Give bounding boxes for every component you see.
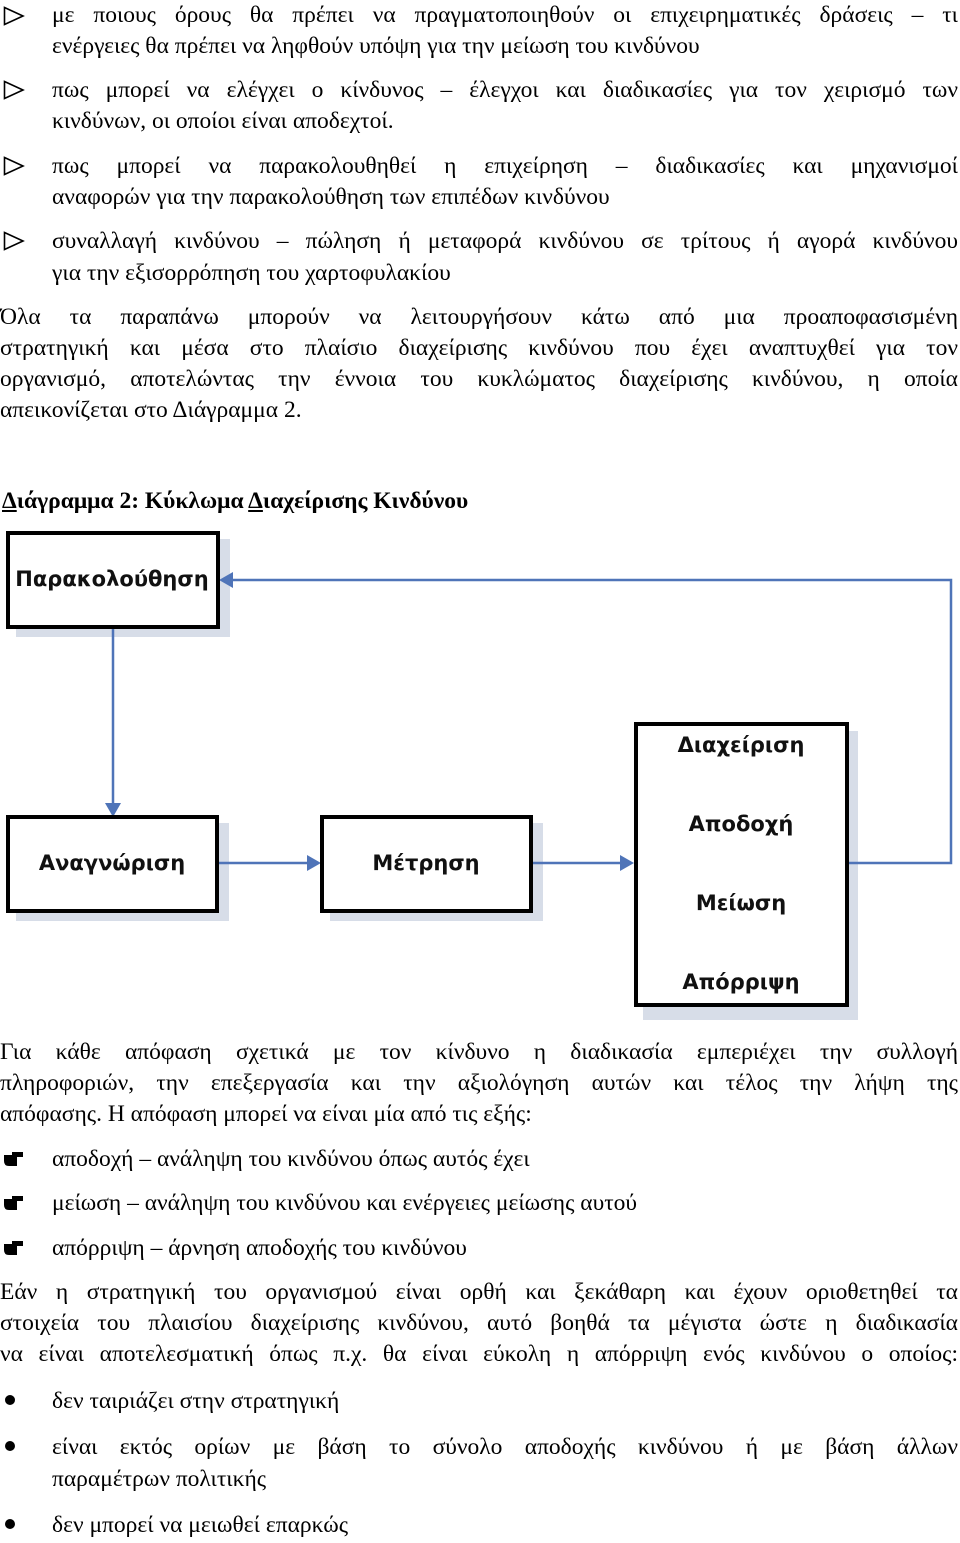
triangle-bullet-icon [3,6,25,26]
list-item-line: είναι εκτός ορίων με βάση το σύνολο αποδοχής κινδύνου ή με βάση άλλων [52,1434,958,1460]
diagram-title [2,486,468,516]
paragraph-line: οργανισμό, αποτελώντας την έννοια του κυκλώματος διαχείρισης κινδύνου, η οποία [0,366,958,392]
box-monitoring [8,533,218,627]
paragraph-line: Όλα τα παραπάνω μπορούν να λειτουργήσουν κάτω από μια προαποφασισμένη [0,304,958,330]
list-item-line: για την εξισορρόπηση του χαρτοφυλακίου [52,260,451,286]
paragraph-line: στοιχεία του πλαισίου διαχείρισης κινδύνου, αυτό βοηθά τα μέγιστα ώστε η διαδικασία [0,1310,958,1336]
box-rejection-label: Απόρριψη [682,970,800,994]
paragraph-line: απεικονίζεται στο Διάγραμμα 2. [0,397,302,423]
triangle-bullet-icon [3,80,25,100]
box-measurement-label: Μέτρηση [372,851,480,875]
list-item-line: με ποιους όρους θα πρέπει να πραγματοποιηθούν οι επιχειρηματικές δράσεις – τι [52,2,958,28]
box-measurement [322,817,531,911]
pointing-hand-icon [3,1239,25,1257]
risk-cycle-diagram [0,525,960,1020]
box-identification-label: Αναγνώριση [38,851,186,875]
paragraph-line: στρατηγική και μέσα στο πλαίσιο διαχείρισης κινδύνου που έχει αναπτυχθεί για τον [0,335,958,361]
arrowhead [307,855,321,871]
bullet-dot-icon [3,1517,17,1531]
list-item-line: παραμέτρων πολιτικής [52,1466,267,1492]
paragraph-line: απόφασης. Η απόφαση μπορεί να είναι μία από τις εξής: [0,1101,532,1127]
triangle-bullet-icon [3,231,25,251]
diagram-title-suffix: Κινδύνου [367,488,469,514]
diagram-title-d2: Δ [248,488,263,514]
arrowhead [105,803,121,817]
list-item-line: συναλλαγή κινδύνου – πώληση ή μεταφορά κινδύνου σε τρίτους ή αγορά κινδύνου [52,228,958,254]
box-identification [8,817,217,911]
paragraph-line: Εάν η στρατηγική του οργανισμού είναι ορθή και ξεκάθαρη και έχουν οριοθετηθεί τα [0,1279,958,1305]
pointing-hand-icon [3,1150,25,1168]
list-item-line: κινδύνων, οι οποίοι είναι αποδεχτοί. [52,108,394,134]
triangle-bullet-icon [3,156,25,176]
list-item-line: πως μπορεί να ελέγχει ο κίνδυνος – έλεγχοι και διαδικασίες για τον χειρισμό των [52,77,958,103]
list-item: αποδοχή – ανάληψη του κινδύνου όπως αυτός έχει [52,1146,530,1172]
box-acceptance-label: Αποδοχή [688,812,794,836]
list-item: δεν μπορεί να μειωθεί επαρκώς [52,1512,349,1538]
list-item-line: αναφορών για την παρακολούθηση των επιπέδων κινδύνου [52,184,610,210]
list-item-line: πως μπορεί να παρακολουθηθεί η επιχείρηση – διαδικασίες και μηχανισμοί [52,153,958,179]
paragraph-line: να είναι αποτελεσματική όπως π.χ. θα είναι εύκολη η απόρριψη ενός κινδύνου ο οποίος: [0,1341,958,1367]
list-item: δεν ταιριάζει στην στρατηγική [52,1388,340,1414]
bullet-dot-icon [3,1393,17,1407]
diagram-title-prefix: ιάγραμμα 2: Κύκλωμα [16,488,249,514]
list-item: απόρριψη – άρνηση αποδοχής του κινδύνου [52,1235,467,1261]
box-management-label: Διαχείριση [677,733,805,757]
box-reduction-label: Μείωση [695,891,787,915]
diagram-title-d: Δ [2,488,17,514]
paragraph-line: Για κάθε απόφαση σχετικά με τον κίνδυνο η διαδικασία εμπεριέχει την συλλογή [0,1039,958,1065]
diagram-title-mid: ιαχείρισης [262,488,368,514]
box-management [636,724,847,1005]
paragraph-line: πληροφοριών, την επεξεργασία και την αξιολόγηση αυτών και τέλος την λήψη της [0,1070,958,1096]
arrowhead [620,855,634,871]
bullet-dot-icon [3,1439,17,1453]
box-monitoring-label: Παρακολούθηση [15,567,209,591]
list-item-line: ενέργειες θα πρέπει να ληφθούν υπόψη για την μείωση του κινδύνου [52,33,700,59]
list-item: μείωση – ανάληψη του κινδύνου και ενέργειες μείωσης αυτού [52,1190,638,1216]
pointing-hand-icon [3,1194,25,1212]
